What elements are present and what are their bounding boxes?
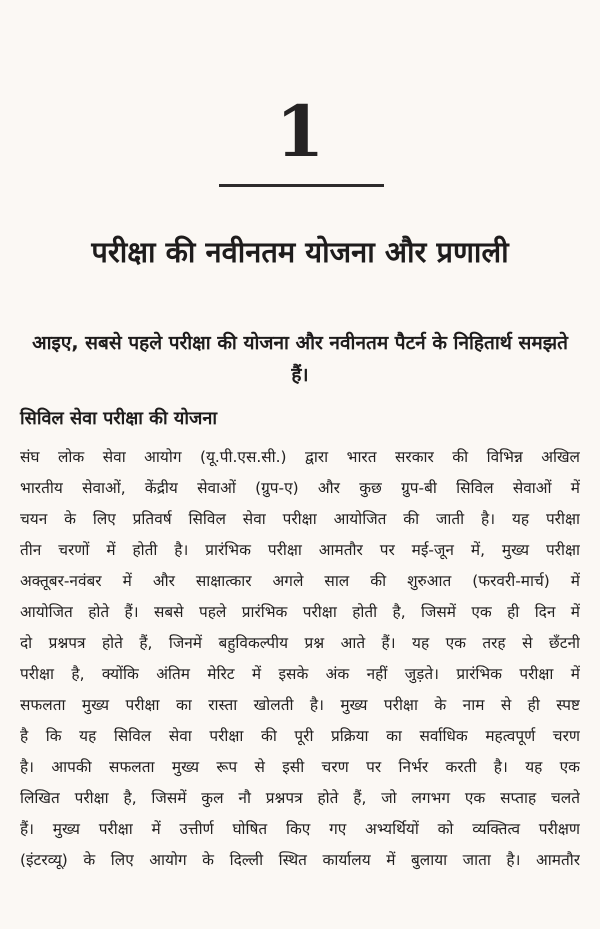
text-line: (इंटरव्यू) के लिए आयोग के दिल्ली स्थित कार्यालय में बुलाया जाता है। आमतौर <box>20 851 580 869</box>
section-heading: सिविल सेवा परीक्षा की योजना <box>20 408 218 429</box>
chapter-intro: आइए, सबसे पहले परीक्षा की योजना और नवीनतम पैटर्न के निहितार्थ समझते हैं। <box>32 332 568 386</box>
text-line: तीन चरणों में होती है। प्रारंभिक परीक्षा आमतौर पर मई-जून में, मुख्य परीक्षा <box>20 541 580 559</box>
text-line: अक्तूबर-नवंबर में और साक्षात्कार अगले साल की शुरुआत (फरवरी-मार्च) में <box>20 572 580 590</box>
chapter-divider <box>219 184 384 187</box>
text-line: हैं। मुख्य परीक्षा में उत्तीर्ण घोषित किए गए अभ्यर्थियों को व्यक्तित्व परीक्षण <box>20 820 580 838</box>
text-line: चयन के लिए प्रतिवर्ष सिविल सेवा परीक्षा आयोजित की जाती है। यह परीक्षा <box>20 510 580 528</box>
text-line: भारतीय सेवाओं, केंद्रीय सेवाओं (ग्रुप-ए) और कुछ ग्रुप-बी सिविल सेवाओं में <box>20 479 580 497</box>
text-line: संघ लोक सेवा आयोग (यू.पी.एस.सी.) द्वारा भारत सरकार की विभिन्न अखिल <box>20 448 580 466</box>
body-text <box>20 442 580 876</box>
text-line: दो प्रश्नपत्र होते हैं, जिनमें बहुविकल्पीय प्रश्न आते हैं। यह एक तरह से छँटनी <box>20 634 580 652</box>
text-line: परीक्षा है, क्योंकि अंतिम मेरिट में इसके अंक नहीं जुड़ते। प्रारंभिक परीक्षा में <box>20 665 580 683</box>
text-line: लिखित परीक्षा है, जिसमें कुल नौ प्रश्नपत्र होते हैं, जो लगभग एक सप्ताह चलते <box>20 789 580 807</box>
chapter-number: 1 <box>275 90 325 173</box>
text-line: आयोजित होते हैं। सबसे पहले प्रारंभिक परीक्षा होती है, जिसमें एक ही दिन में <box>20 603 580 621</box>
text-line: सफलता मुख्य परीक्षा का रास्ता खोलती है। मुख्य परीक्षा के नाम से ही स्पष्ट <box>20 696 580 714</box>
text-line: है कि यह सिविल सेवा परीक्षा की पूरी प्रक्रिया का सर्वाधिक महत्वपूर्ण चरण <box>20 727 580 745</box>
text-line: है। आपकी सफलता मुख्य रूप से इसी चरण पर निर्भर करती है। यह एक <box>20 758 580 776</box>
chapter-title: परीक्षा की नवीनतम योजना और प्रणाली <box>91 235 509 269</box>
